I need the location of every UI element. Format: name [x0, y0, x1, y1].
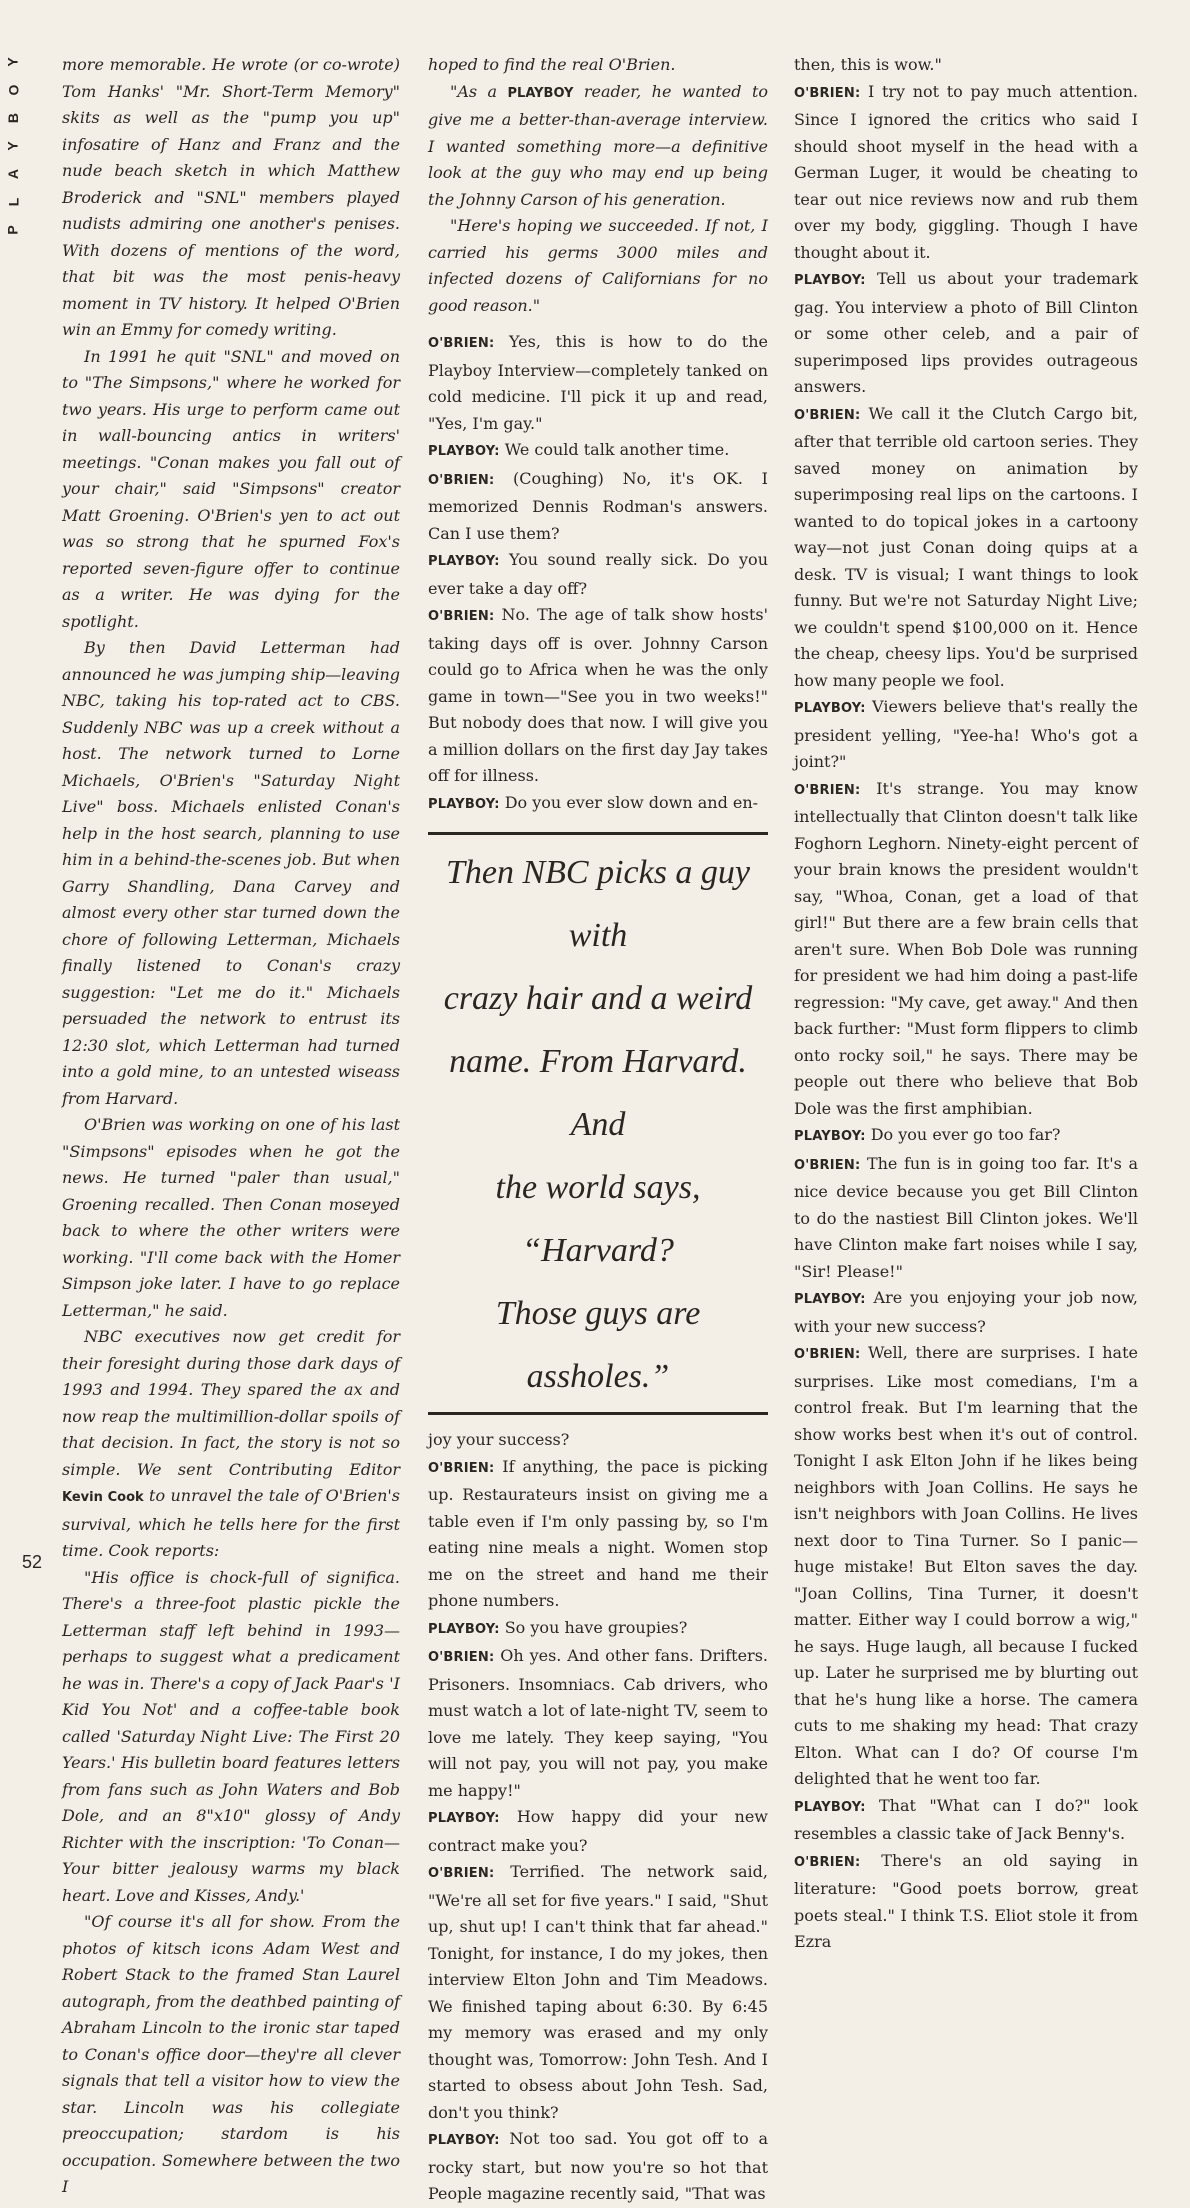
interview-exchange: [794, 1285, 1138, 1340]
interview-exchange: [428, 329, 768, 437]
interview-exchange: [794, 1793, 1138, 1848]
column-1: [62, 52, 400, 2201]
exchange-text: Do you ever go too far?: [865, 1125, 1061, 1144]
interview-exchange: [428, 1615, 768, 1644]
exchange-text: So you have groupies?: [499, 1617, 688, 1637]
exchange-text: Well, there are surprises. I hate surprises. Like most comedians, I'm a control freak. But I'm learning that the show works best when it's out of control. Tonight I ask Elton John if he likes being neighbors with Joan Collins. He says he isn't neighbors with Joan Collins. He lives next door to Tina Turner. So I panic—huge mistake! But Elton saves the day. "Joan Collins, Tina Turner, it doesn't matter. Either way I could borrow a wig," he says. Huge laugh, all because I fucked up. Later he surprised me by blurting out that he's hung like a horse. The camera cuts to me shaking my head: That crazy Elton. What can I do? Of course I'm delighted that he went too far.: [794, 1343, 1138, 1788]
exchange-text: How happy did your new contract make you?: [428, 1807, 768, 1855]
column-2: [428, 52, 768, 2208]
exchange-text: Oh yes. And other fans. Drifters. Prisoners. Insomniacs. Cab drivers, who must watch a lot of late-night TV, seem to love me lately. They keep saying, "You will not pay, you will not pay, you make me happy!": [428, 1646, 768, 1800]
paragraph: "His office is chock-full of significa. There's a three-foot plastic pickle the Letterman staff left behind in 1993—perhaps to suggest what a predicament he was in. There's a copy of Jack Paar's 'I Kid You Not' and a coffee-table book called 'Saturday Night Live: The First 20 Years.' His bulletin board features letters from fans such as John Waters and Bob Dole, and an 8"x10" glossy of Andy Richter with the inscription: 'To Conan—Your bitter jealousy warms my black heart. Love and Kisses, Andy.': [62, 1567, 400, 1905]
paragraph: then, this is wow.": [794, 55, 942, 74]
exchange-text: We call it the Clutch Cargo bit, after that terrible old cartoon series. They saved money on animation by superimposing real lips on the cartoons. I wanted to do topical jokes in a cartoony way—not just Conan doing quips at a desk. TV is visual; I want things to look funny. But we're not Saturday Night Live; we couldn't spend $100,000 on it. Hence the cheap, cheesy lips. You'd be surprised how many people we fool.: [794, 403, 1138, 690]
exchange-text: I try not to pay much attention. Since I ignored the critics who said I should shoot myself in the head with a German Luger, it would be cheating to tear out nice reviews now and rub them over my body, giggling. Though I have thought about it.: [794, 81, 1138, 262]
speaker-label: O'BRIEN:: [794, 782, 861, 798]
paragraph: "Here's hoping we succeeded. If not, I carried his germs 3000 miles and infected dozens of Californians for no good reason.": [428, 216, 768, 315]
exchange-text: It's strange. You may know intellectually that Clinton doesn't talk like Foghorn Leghorn. Ninety-eight percent of your brain knows the president wouldn't say, "Whoa, Conan, get a load of that girl!" But there are a few brain cells that aren't sure. When Bob Dole was running for president we had him doing a past-life regression: "My cave, get away." And then back further: "Must form flippers to climb onto rocky soil," he says. There may be people out there who believe that Bob Dole was the first amphibian.: [794, 778, 1138, 1118]
speaker-label: O'BRIEN:: [428, 1460, 495, 1476]
exchange-text: Terrified. The network said, "We're all set for five years." I said, "Shut up, shut up! I can't think that far ahead." Tonight, for instance, I do my jokes, then interview Elton John and Tim Meadows. We finished taping about 6:30. By 6:45 my memory was erased and my only thought was, Tomorrow: John Tesh. And I started to obsess about John Tesh. Sad, don't you think?: [428, 1862, 768, 2122]
speaker-label: O'BRIEN:: [428, 472, 495, 488]
pull-quote-line: name. From Harvard. And: [449, 1043, 747, 1143]
exchange-text: The fun is in going too far. It's a nice device because you get Bill Clinton to do the nastiest Bill Clinton jokes. We'll have Clinton make fart noises while I say, "Sir! Please!": [794, 1153, 1138, 1281]
interview-exchange: [428, 2126, 768, 2208]
interview-exchange: [428, 790, 768, 819]
exchange-text: No. The age of talk show hosts' taking days off is over. Johnny Carson could go to Africa when he was the only game in town—"See you in two weeks!" But nobody does that now. I will give you a million dollars on the first day Jay takes off for illness.: [428, 605, 768, 785]
exchange-text: Do you ever slow down and en-: [499, 792, 759, 812]
logo-letter: P: [5, 225, 21, 235]
text-run: reader, he wanted to give me a better-than-average interview. I wanted something more—a definitive look at the guy who may end up being the Johnny Carson of his generation.: [428, 81, 769, 209]
contributor-name: Kevin Cook: [62, 1490, 144, 1505]
interview-block: [428, 1454, 768, 2208]
interview-exchange: [428, 466, 768, 548]
speaker-label: PLAYBOY:: [794, 273, 866, 288]
speaker-label: PLAYBOY:: [428, 554, 500, 569]
exchange-text: (Coughing) No, it's OK. I memorized Dennis Rodman's answers. Can I use them?: [428, 468, 768, 543]
paragraph: hoped to find the real O'Brien.: [428, 55, 676, 74]
speaker-label: PLAYBOY:: [794, 701, 866, 716]
paragraph: more memorable. He wrote (or co-wrote) Tom Hanks' "Mr. Short-Term Memory" skits as well as the "pump you up" infosatire of Hanz and Franz and the nude beach sketch in which Matthew Broderick and "SNL" members played nudists admiring one another's penises. With dozens of mentions of the word, that bit was the most penis-heavy moment in TV history. It helped O'Brien win an Emmy for comedy writing.: [62, 55, 400, 339]
speaker-label: O'BRIEN:: [428, 336, 495, 351]
interview-exchange: [794, 1122, 1138, 1151]
speaker-label: O'BRIEN:: [794, 407, 861, 423]
exchange-text: Are you enjoying your job now, with your new success?: [794, 1288, 1138, 1336]
exchange-text: If anything, the pace is picking up. Restaurateurs insist on giving me a table even if I'm only passing by, so I'm eating nine meals a night. Women stop me on the street and hand me their phone numbers.: [428, 1456, 768, 1610]
speaker-label: PLAYBOY:: [794, 1799, 866, 1815]
speaker-label: PLAYBOY:: [428, 2133, 500, 2148]
speaker-label: O'BRIEN:: [794, 1157, 861, 1173]
exchange-text: You sound really sick. Do you ever take a day off?: [428, 550, 768, 598]
speaker-label: PLAYBOY:: [428, 1621, 500, 1637]
interview-block: [794, 79, 1138, 1956]
speaker-label: O'BRIEN:: [794, 85, 861, 101]
interview-exchange: [428, 1804, 768, 1859]
speaker-label: PLAYBOY:: [428, 444, 500, 459]
interview-exchange: [794, 694, 1138, 776]
exchange-text: There's an old saying in literature: "Good poets borrow, great poets steal." I think T.S. Eliot stole it from Ezra: [794, 1850, 1138, 1951]
interview-exchange: [794, 776, 1138, 1123]
pull-quote: [428, 832, 768, 1415]
speaker-label: PLAYBOY:: [794, 1292, 866, 1307]
pull-quote-line: Those guys are assholes.”: [495, 1295, 701, 1395]
pull-quote-line: crazy hair and a weird: [443, 980, 753, 1017]
interview-exchange: [794, 79, 1138, 267]
interview-exchange: [428, 1643, 768, 1804]
interview-exchange: [794, 401, 1138, 695]
text-run: to unravel the tale of O'Brien's survival, which he tells here for the first time. Cook reports:: [62, 1486, 401, 1560]
text-run: NBC executives now get credit for their foresight during those dark days of 1993 and 1994. They spared the ax and now reap the multimillion-dollar spoils of that decision. In fact, the story is not so simple. We sent Contributing Editor: [62, 1327, 400, 1479]
interview-exchange: [428, 437, 768, 466]
interview-exchange: [428, 1454, 768, 1615]
logo-letter: O: [4, 84, 21, 96]
exchange-text: That "What can I do?" look resembles a classic take of Jack Benny's.: [794, 1795, 1138, 1843]
interview-exchange: [794, 1151, 1138, 1286]
logo-letter: L: [5, 197, 21, 207]
speaker-label: PLAYBOY:: [794, 1129, 866, 1144]
column-3: [794, 52, 1138, 1956]
interview-exchange: [794, 1340, 1138, 1793]
paragraph: "Of course it's all for show. From the photos of kitsch icons Adam West and Robert Stack to the framed Stan Laurel autograph, from the deathbed painting of Abraham Lincoln to the ironic star taped to Conan's office door—they're all clever signals that tell a visitor how to view the star. Lincoln was his collegiate preoccupation; stardom is his occupation. Somewhere between the two I: [62, 1912, 400, 2196]
page-number: 52: [22, 1552, 43, 1572]
speaker-label: O'BRIEN:: [794, 1347, 861, 1362]
exchange-text: We could talk another time.: [499, 440, 730, 459]
paragraph: O'Brien was working on one of his last "Simpsons" episodes when he got the news. He turned "paler than usual," Groening recalled. Then Conan moseyed back to where the other writers were working. "I'll come back with the Homer Simpson joke later. I have to go replace Letterman," he said.: [62, 1115, 400, 1320]
exchange-text: Yes, this is how to do the Playboy Interview—completely tanked on cold medicine. I'll pick it up and read, "Yes, I'm gay.": [428, 332, 768, 433]
interview-exchange: [428, 602, 768, 790]
interview-exchange: [794, 1848, 1138, 1956]
logo-letter: A: [5, 168, 21, 180]
paragraph: [62, 1324, 400, 1565]
paragraph: [428, 79, 768, 214]
speaker-label: PLAYBOY:: [428, 796, 500, 812]
interview-exchange: [428, 1859, 768, 2126]
interview-block: [428, 329, 768, 818]
text-run: "As a: [450, 81, 498, 101]
magazine-name: PLAYBOY: [507, 85, 574, 101]
pull-quote-line: Then NBC picks a guy with: [445, 854, 751, 954]
speaker-label: O'BRIEN:: [794, 1854, 861, 1870]
paragraph: By then David Letterman had announced he was jumping ship—leaving NBC, taking his top-rated act to CBS. Suddenly NBC was up a creek without a host. The network turned to Lorne Michaels, O'Brien's "Saturday Night Live" boss. Michaels enlisted Conan's help in the host search, planning to use him in a behind-the-scenes job. But when Garry Shandling, Dana Carvey and almost every other star turned down the chore of following Letterman, Michaels finally listened to Conan's crazy suggestion: "Let me do it." Michaels persuaded the network to entrust its 12:30 slot, which Letterman had turned into a gold mine, to an untested wiseass from Harvard.: [62, 638, 400, 1108]
logo-letter: B: [5, 112, 21, 124]
logo-letter: Y: [5, 57, 21, 67]
interview-exchange: [428, 547, 768, 602]
magazine-logo-vertical: [4, 50, 22, 242]
speaker-label: O'BRIEN:: [428, 609, 495, 624]
paragraph: In 1991 he quit "SNL" and moved on to "The Simpsons," where he worked for two years. His urge to perform came out in wall-bouncing antics in writers' meetings. "Conan makes you fall out of your chair," said "Simpsons" creator Matt Groening. O'Brien's yen to act out was so strong that he spurned Fox's reported seven-figure offer to continue as a writer. He was dying for the spotlight.: [62, 346, 400, 631]
exchange-text: Tell us about your trademark gag. You interview a photo of Bill Clinton or some other celeb, and a pair of superimposed lips provides outrageous answers.: [794, 269, 1138, 396]
exchange-text: Viewers believe that's really the president yelling, "Yee-ha! Who's got a joint?": [794, 697, 1138, 771]
speaker-label: O'BRIEN:: [428, 1866, 495, 1881]
interview-exchange: [794, 266, 1138, 401]
pull-quote-line: the world says, “Harvard?: [495, 1169, 701, 1269]
logo-letter: Y: [5, 141, 21, 151]
paragraph: joy your success?: [428, 1430, 570, 1449]
speaker-label: PLAYBOY:: [428, 1811, 500, 1826]
exchange-text: Not too sad. You got off to a rocky start, but now you're so hot that People magazine recently said, "That was: [428, 2129, 768, 2203]
speaker-label: O'BRIEN:: [428, 1650, 495, 1665]
